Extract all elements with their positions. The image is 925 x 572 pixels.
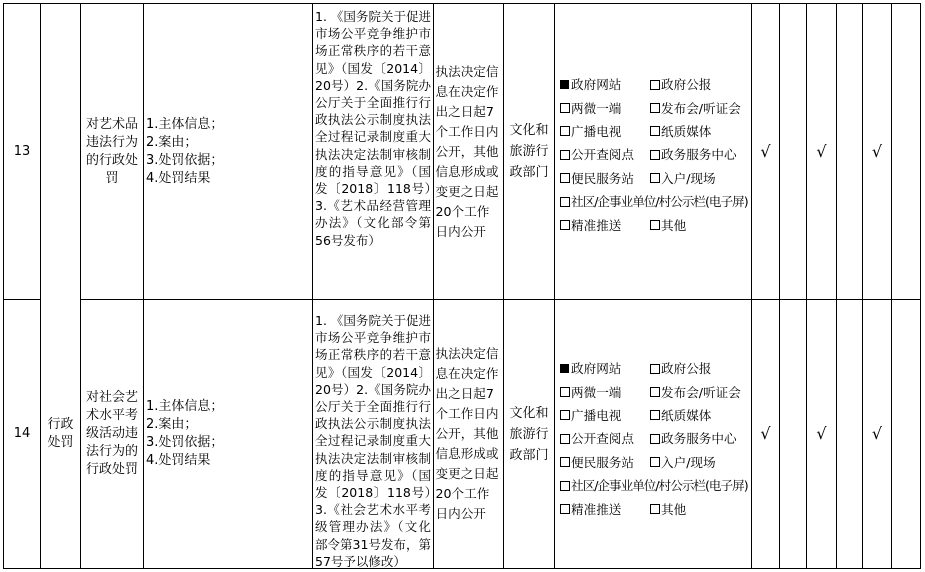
grid-line (312, 3, 313, 569)
channel-label: 公开查阅点 (571, 431, 634, 447)
check-mark (837, 4, 862, 299)
checkbox[interactable] (650, 103, 660, 113)
content-cell (144, 300, 312, 568)
channel-label: 广播电视 (571, 123, 622, 139)
channel-label: 纸质媒体 (661, 407, 712, 423)
grid-line (554, 3, 555, 569)
channel-row (560, 213, 750, 236)
grid-line (3, 568, 921, 569)
checkbox-checked[interactable] (560, 364, 569, 373)
content-item: 1.主体信息； (146, 116, 224, 132)
channel-row (560, 404, 750, 427)
checkbox[interactable] (560, 150, 570, 160)
check-mark (892, 4, 920, 299)
checkbox[interactable] (650, 173, 660, 183)
content-item: 4.处罚结果 (146, 170, 211, 186)
channel-label: 两微一端 (571, 100, 622, 116)
channel-row (560, 167, 750, 190)
row-number: 14 (13, 426, 31, 441)
checkbox[interactable] (650, 457, 660, 467)
channel-label: 公开查阅点 (571, 147, 634, 163)
check-mark (892, 300, 920, 568)
content-cell (144, 4, 312, 299)
content-item: 4.处罚结果 (146, 453, 211, 468)
check-mark: √ (760, 424, 771, 443)
checkbox[interactable] (650, 80, 660, 90)
disclosure-subject: 文化和旅游行政部门 (509, 123, 549, 180)
checkbox[interactable] (650, 504, 660, 514)
content-item: 2.案由； (146, 417, 198, 432)
channel-label: 精准推送 (571, 501, 622, 517)
channel-label: 政府公报 (661, 77, 712, 93)
category-cell (41, 300, 80, 568)
checkbox[interactable] (650, 364, 660, 374)
channel-row (560, 120, 750, 143)
checkbox[interactable] (560, 387, 570, 397)
check-mark (780, 4, 806, 299)
channel-row (560, 357, 750, 380)
content-item: 2.案由； (146, 134, 198, 150)
checkbox[interactable] (650, 387, 660, 397)
disclosure-time: 执法决定信息在决定作出之日起7个工作日内公开，其他信息形成或变更之日起20个工作日内公开 (435, 63, 499, 239)
channel-row (560, 427, 750, 450)
category-label: 行政处罚 (47, 417, 74, 450)
check-mark: √ (816, 424, 827, 443)
item-name: 对艺术品违法行为的行政处罚 (85, 116, 138, 186)
channel-label: 其他 (661, 501, 687, 517)
check-mark: √ (816, 141, 827, 161)
channel-row (560, 451, 750, 474)
channel-label: 政务服务中心 (661, 431, 737, 447)
check-mark (837, 300, 862, 568)
legal-basis: 1. 《国务院关于促进市场公平竞争维护市场正常秩序的若干意见》（国发〔2014〕20号）2.《国务院办公厅关于全面推行行政执法公示制度执法全过程记录制度重大执法决定法制审核制度的指导意见》（国发〔2018〕118号）3.《社会艺术水平考级管理办法》（文化部令第31号发布，第57号予以修改） (315, 313, 431, 569)
content-item: 3.处罚依据； (146, 435, 224, 450)
channel-label: 政府网站 (571, 77, 622, 93)
channel-label: 纸质媒体 (661, 123, 712, 139)
channel-label: 其他 (661, 217, 687, 233)
checkbox[interactable] (650, 434, 660, 444)
channel-row (560, 143, 750, 166)
row-number: 13 (13, 143, 31, 159)
channel-label: 社区/企事业单位/村公示栏(电子屏) (571, 478, 748, 494)
channel-label: 精准推送 (571, 217, 622, 233)
check-mark: √ (871, 424, 883, 443)
checkbox[interactable] (560, 220, 570, 230)
check-mark: √ (871, 141, 883, 161)
channel-label: 广播电视 (571, 407, 622, 423)
check-mark: √ (760, 141, 771, 161)
checkbox[interactable] (560, 481, 570, 491)
checkbox[interactable] (650, 220, 660, 230)
channel-label: 发布会/听证会 (661, 384, 741, 400)
channel-row (560, 190, 750, 213)
checkbox[interactable] (650, 126, 660, 136)
content-item: 3.处罚依据； (146, 152, 224, 168)
legal-basis: 1. 《国务院关于促进市场公平竞争维护市场正常秩序的若干意见》（国发〔2014〕20号）2.《国务院办公厅关于全面推行行政执法公示制度执法全过程记录制度重大执法决定法制审核制度的指导意见》（国发〔2018〕118号）3.《艺术品经营管理办法》（文化部令第56号发布） (315, 9, 431, 248)
checkbox[interactable] (560, 103, 570, 113)
item-name: 对社会艺术水平考级活动违法行为的行政处罚 (85, 390, 138, 477)
checkbox[interactable] (560, 173, 570, 183)
checkbox[interactable] (560, 434, 570, 444)
channel-label: 入户/现场 (661, 454, 716, 470)
channel-label: 发布会/听证会 (661, 100, 741, 116)
grid-line (920, 3, 921, 569)
channel-label: 政府公报 (661, 361, 712, 377)
channel-label: 便民服务站 (571, 170, 634, 186)
disclosure-time: 执法决定信息在决定作出之日起7个工作日内公开，其他信息形成或变更之日起20个工作日内公开 (435, 346, 499, 521)
channel-list (560, 73, 750, 237)
channel-row (560, 380, 750, 403)
checkbox[interactable] (560, 410, 570, 420)
channel-row (560, 73, 750, 96)
checkbox[interactable] (560, 504, 570, 514)
channel-row (560, 497, 750, 520)
channel-label: 社区/企事业单位/村公示栏(电子屏) (571, 194, 748, 210)
channel-label: 两微一端 (571, 384, 622, 400)
checkbox[interactable] (560, 197, 570, 207)
channel-label: 政务服务中心 (661, 147, 737, 163)
channel-label: 入户/现场 (661, 170, 716, 186)
checkbox[interactable] (560, 126, 570, 136)
checkbox[interactable] (650, 410, 660, 420)
disclosure-subject: 文化和旅游行政部门 (509, 405, 549, 463)
checkbox-checked[interactable] (560, 80, 569, 89)
checkbox[interactable] (650, 150, 660, 160)
channel-label: 便民服务站 (571, 454, 634, 470)
checkbox[interactable] (560, 457, 570, 467)
check-mark (780, 300, 806, 568)
channel-row (560, 474, 750, 497)
content-item: 1.主体信息； (146, 399, 224, 414)
channel-list (560, 357, 750, 521)
channel-label: 政府网站 (571, 361, 622, 377)
channel-row (560, 96, 750, 119)
